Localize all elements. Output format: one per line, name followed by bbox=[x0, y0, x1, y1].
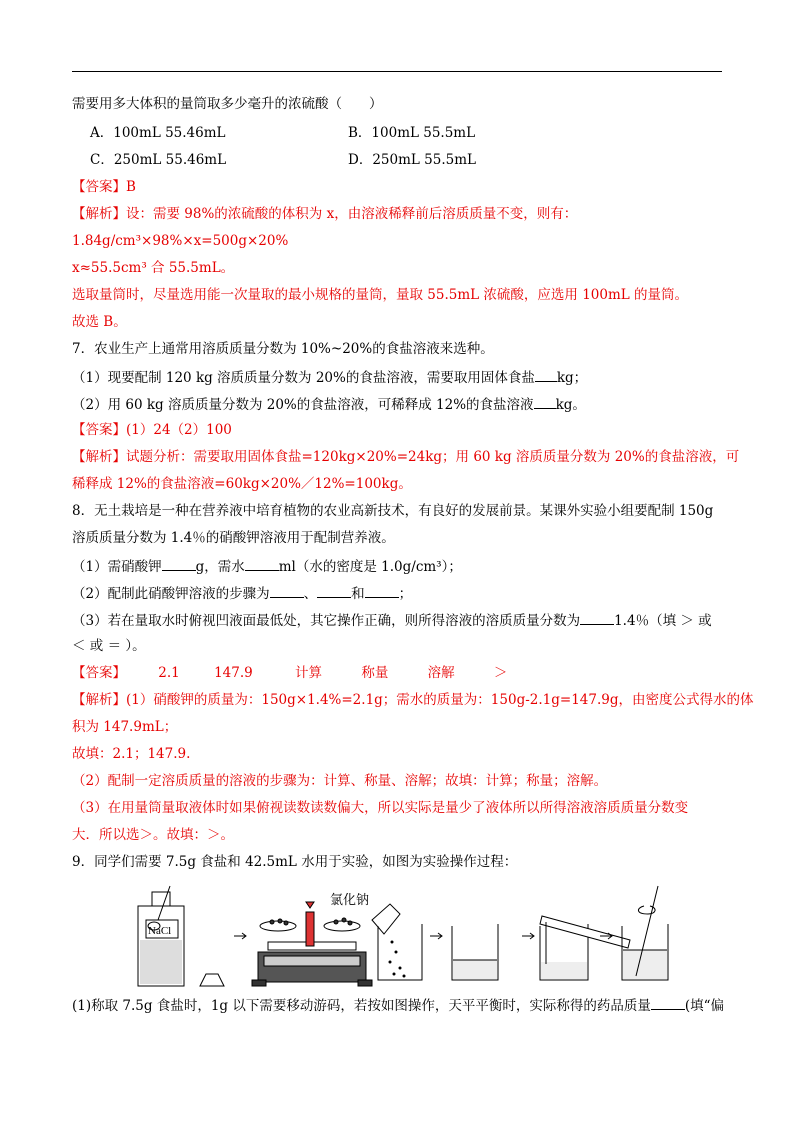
q8-analysis-line: 【解析】(1）硝酸钾的质量为：150g×1.4%=2.1g；需水的质量为：150g-2.1g=147.9g，由密度公式得水的体 bbox=[72, 692, 754, 708]
arrow-icon bbox=[234, 933, 246, 939]
q8-part3-cont: ＜ 或 ＝ ）。 bbox=[72, 638, 146, 654]
arrow-icon bbox=[522, 933, 534, 939]
q7-part1-text: （1）现要配制 120 kg 溶质质量分数为 20%的食盐溶液，需要取用固体食盐 bbox=[72, 370, 535, 386]
q7-analysis-line: 【解析】试题分析：需要取用固体食盐=120kg×20%=24kg；用 60 kg 溶质质量分数为 20%的食盐溶液，可 bbox=[72, 449, 740, 465]
q6-analysis-line: 故选 B。 bbox=[72, 314, 127, 330]
q8-part3-text: 1.4％（填 ＞ 或 bbox=[614, 613, 712, 629]
q7-answer: 【答案】(1）24（2）100 bbox=[72, 422, 232, 438]
q7-part1-unit: kg； bbox=[556, 370, 588, 386]
answer-value: 2.1 bbox=[158, 665, 180, 681]
beaker-with-solution bbox=[452, 924, 498, 980]
q8-answer bbox=[72, 664, 507, 682]
q6-analysis-line: 【解析】设：需要 98%的浓硫酸的体积为 x，由溶液稀释前后溶质质量不变，则有： bbox=[72, 206, 578, 222]
q8-analysis-line: （2）配制一定溶质质量的溶液的步骤为：计算、称量、溶解；故填：计算；称量；溶解。 bbox=[72, 773, 608, 789]
q8-stem-line: 8．无土栽培是一种在营养液中培育植物的农业高新技术，有良好的发展前景。某课外实验小组要配制 150g bbox=[72, 503, 714, 519]
answer-blank bbox=[534, 394, 556, 409]
q8-analysis-line: 积为 147.9mL； bbox=[72, 719, 178, 735]
q8-part2-text: 、 bbox=[303, 586, 318, 602]
bottle-label: NaCl bbox=[148, 925, 172, 937]
balance bbox=[252, 902, 372, 986]
answer-blank bbox=[535, 367, 557, 382]
answer-blank bbox=[270, 583, 304, 598]
balance-label: 氯化钠 bbox=[330, 893, 370, 908]
answer-blank bbox=[317, 583, 351, 598]
q7-part2-unit: kg。 bbox=[555, 397, 586, 413]
q8-analysis-line: 故填：2.1；147.9. bbox=[72, 746, 191, 762]
q7-stem: 7．农业生产上通常用溶质质量分数为 10%~20%的食盐溶液来选种。 bbox=[72, 341, 494, 357]
q7-analysis-line: 稀释成 12%的食盐溶液=60kg×20%／12%=100kg。 bbox=[72, 476, 412, 492]
q8-part2-text: （2）配制此硝酸钾溶液的步骤为 bbox=[72, 586, 270, 602]
q8-stem-line: 溶质质量分数为 1.4％的硝酸钾溶液用于配制营养液。 bbox=[72, 530, 395, 546]
q6-stem: 需要用多大体积的量筒取多少毫升的浓硫酸（ ） bbox=[72, 96, 383, 112]
beaker-with-salt bbox=[372, 904, 422, 980]
q6-option-c: C．250mL 55.46mL bbox=[90, 152, 227, 168]
answer-blank bbox=[245, 556, 279, 571]
q8-part1-text: （1）需硝酸钾 bbox=[72, 559, 162, 575]
q9-part1 bbox=[72, 995, 724, 1015]
stirring-beaker bbox=[622, 886, 668, 980]
q8-part3-text: （3）若在量取水时俯视凹液面最低处，其它操作正确，则所得溶液的溶质质量分数为 bbox=[72, 613, 581, 629]
answer-blank bbox=[162, 556, 196, 571]
answer-blank bbox=[651, 995, 685, 1010]
q9-part1-text: (填“偏 bbox=[684, 998, 725, 1014]
answer-value: 147.9 bbox=[214, 665, 253, 681]
experiment-figure bbox=[130, 880, 730, 992]
q6-analysis-line: 1.84g/cm³×98%×x=500g×20% bbox=[72, 233, 289, 249]
arrow-icon bbox=[430, 933, 442, 939]
stopper bbox=[200, 974, 224, 986]
q7-part2 bbox=[72, 394, 586, 414]
q8-part1-text: g，需水 bbox=[195, 559, 245, 575]
q6-option-a: A．100mL 55.46mL bbox=[90, 125, 226, 141]
q8-part3 bbox=[72, 610, 712, 630]
pouring-graduated-cylinder bbox=[540, 916, 630, 980]
q7-part2-text: （2）用 60 kg 溶质质量分数为 20%的食盐溶液，可稀释成 12%的食盐溶液 bbox=[72, 397, 534, 413]
answer-blank bbox=[580, 610, 614, 625]
q8-analysis-line: （3）在用量筒量取液体时如果俯视读数读数偏大，所以实际是量少了液体所以所得溶液溶质质量分数变 bbox=[72, 800, 689, 816]
q7-part1 bbox=[72, 367, 587, 387]
q8-analysis-line: 大．所以选＞。故填：＞。 bbox=[72, 827, 234, 843]
q8-part2 bbox=[72, 583, 412, 603]
answer-blank bbox=[365, 583, 399, 598]
q8-part1 bbox=[72, 556, 462, 576]
q9-part1-text: (1)称取 7.5g 食盐时，1g 以下需要移动游码，若按如图操作，天平平衡时，实际称得的药品质量 bbox=[72, 998, 651, 1014]
answer-value: 称量 bbox=[361, 665, 389, 681]
answer-value: 计算 bbox=[295, 665, 323, 681]
q6-analysis-line: 选取量筒时，尽量选用能一次量取的最小规格的量筒，量取 55.5mL 浓硫酸，应选用 100mL 的量筒。 bbox=[72, 287, 689, 303]
q8-part1-text: ml（水的密度是 1.0g/cm³）； bbox=[278, 559, 462, 575]
answer-label: 【答案】 bbox=[72, 665, 126, 681]
header-rule bbox=[72, 71, 722, 72]
q6-option-b: B．100mL 55.5mL bbox=[348, 125, 476, 141]
q6-answer: 【答案】B bbox=[72, 179, 136, 195]
answer-value: 溶解 bbox=[427, 665, 455, 681]
q6-option-d: D．250mL 55.5mL bbox=[348, 152, 476, 168]
q8-part2-text: ； bbox=[398, 586, 413, 602]
q6-analysis-line: x≈55.5cm³ 合 55.5mL。 bbox=[72, 260, 235, 276]
answer-value: ＞ bbox=[493, 665, 508, 681]
q8-part2-text: 和 bbox=[351, 586, 365, 602]
q9-stem: 9．同学们需要 7.5g 食盐和 42.5mL 水用于实验，如图为实验操作过程： bbox=[72, 854, 518, 870]
